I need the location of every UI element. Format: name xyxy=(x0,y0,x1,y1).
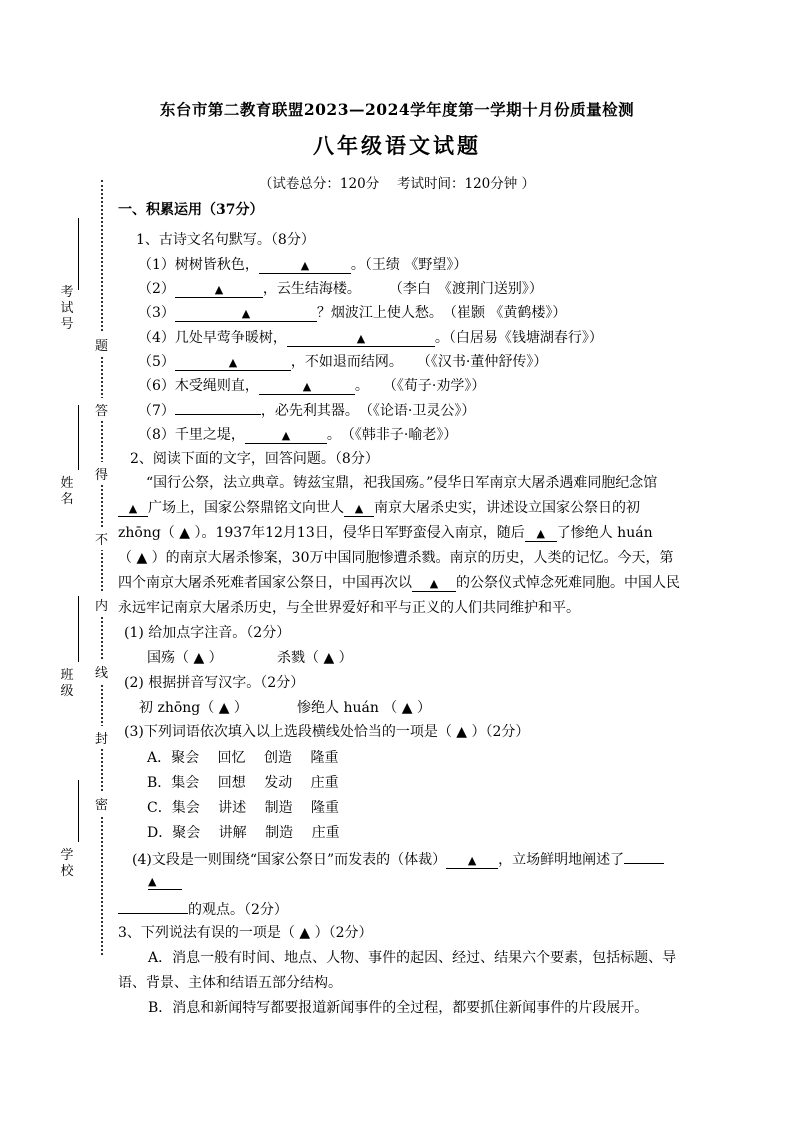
q1-item-7-pre: （7） xyxy=(138,403,175,419)
q1-item-7-post: ，必先利其器。 （《论语·卫灵公》） xyxy=(260,403,476,419)
answer-mark: ▲ xyxy=(302,380,312,393)
binding-char-8: 密 xyxy=(95,792,108,815)
q1-item-1 xyxy=(138,254,467,274)
q2-sub2: (2) 根据拼音写汉字。（2分） xyxy=(124,675,305,691)
q2-passage-text-5a: 四个南京大屠杀死难者国家公祭日，中国再次以 xyxy=(118,575,412,591)
answer-mark: ▲ xyxy=(429,577,439,590)
answer-mark: ▲ xyxy=(128,502,138,515)
q1-item-8-post: 。 （《韩非子·喻老》） xyxy=(326,427,458,443)
q1-item-8-blank[interactable] xyxy=(245,428,327,444)
q3-stem: 3、下列说法有误的一项是（ ▲ ）（2分） xyxy=(118,925,373,941)
answer-mark: ▲ xyxy=(300,259,310,272)
binding-char-3: 得 xyxy=(95,462,108,485)
q1-item-3-post: ？烟波江上使人愁。 （崔颢 《黄鹤楼》） xyxy=(316,305,567,321)
q2-passage-text-3b: 了惨绝人 huán xyxy=(556,525,653,541)
q2-sub4-line-2 xyxy=(148,873,182,890)
q2-passage-line-4: （ ▲ ）的南京大屠杀惨案，30万中国同胞惨遭杀戮。南京的历史，人类的记忆。今天，第 xyxy=(118,550,674,566)
q2-sub2-item-2: 惨绝人 huán （ ▲ ） xyxy=(297,700,431,716)
q3-option-a-line-1: A．消息一般有时间、地点、人物、事件的起因、经过、结果六个要素，包括标题、导 xyxy=(148,950,677,966)
q2-stem: 2、阅读下面的文字，回答问题。（8分） xyxy=(130,451,379,467)
binding-char-4: 不 xyxy=(95,527,108,550)
name-line xyxy=(78,405,79,470)
q2-passage-line-6: 永远牢记南京大屠杀历史，与全世界爱好和平与正义的人们共同维护和平。 xyxy=(118,600,580,616)
q2-sub3: (3)下列词语依次填入以上选段横线处恰当的一项是（ ▲ ）（2分） xyxy=(124,724,530,740)
q2-sub4-blank-2c[interactable] xyxy=(118,898,188,914)
class-label: 班级 xyxy=(60,668,74,699)
q1-item-8 xyxy=(138,424,457,444)
answer-mark: ▲ xyxy=(354,502,364,515)
q1-item-5-blank[interactable] xyxy=(175,355,291,371)
q2-blank-4[interactable] xyxy=(412,576,456,592)
answer-mark: ▲ xyxy=(467,854,477,867)
q3-option-a-line-2: 语、背景、主体和结语五部分结构。 xyxy=(118,975,342,991)
answer-mark: ▲ xyxy=(228,356,238,369)
answer-mark: ▲ xyxy=(356,332,366,345)
q2-sub4-blank-2b[interactable] xyxy=(148,874,182,890)
q2-passage-text-5b: 的公祭仪式悼念死难同胞。中国人民 xyxy=(456,575,680,591)
q2-passage-text-3a: zhōng（ ▲ ）。1937年12月13日，侵华日军野蛮侵入南京，随后 xyxy=(118,525,525,541)
q1-item-5-post: ，不如退而结网。 （《汉书·董仲舒传》） xyxy=(290,354,548,370)
q2-blank-3[interactable] xyxy=(525,526,557,542)
exam-number-line xyxy=(78,218,79,290)
q1-item-1-post: 。（王绩 《野望》） xyxy=(350,257,468,273)
q2-passage-text-2a: 广场上，国家公祭鼎铭文向世人 xyxy=(148,500,344,516)
answer-mark: ▲ xyxy=(536,527,545,540)
q2-sub4-line-1 xyxy=(132,848,664,869)
answer-mark: ▲ xyxy=(281,429,291,442)
q1-item-3-blank[interactable] xyxy=(175,306,317,322)
q2-sub2-item-1: 初 zhōng（ ▲ ） xyxy=(139,700,248,716)
q2-sub1-item-1: 国殇（ ▲ ） xyxy=(147,650,223,666)
name-label: 姓名 xyxy=(60,476,74,507)
q2-sub1-item-2: 杀戮（ ▲ ） xyxy=(277,650,353,666)
q1-stem: 1、古诗文名句默写。（8分） xyxy=(136,232,315,248)
answer-mark: ▲ xyxy=(241,307,251,320)
binding-char-5: 内 xyxy=(95,593,108,616)
q1-item-2 xyxy=(138,278,543,298)
exam-info: （试卷总分：120分 考试时间：120分钟 ） xyxy=(258,176,536,192)
exam-number-label: 考试号 xyxy=(60,285,74,332)
answer-mark: ▲ xyxy=(214,283,224,296)
q2-sub4-line-3 xyxy=(118,898,288,919)
q1-item-3 xyxy=(138,302,566,322)
q1-item-5 xyxy=(138,351,547,371)
q1-item-2-post: ，云生结海楼。 （李白 《渡荆门送别》） xyxy=(262,281,543,297)
q2-sub1: (1) 给加点字注音。（2分） xyxy=(124,625,291,641)
q2-sub4-text-b: ，立场鲜明地阐述了 xyxy=(498,852,625,868)
q1-item-8-pre: （8）千里之堤， xyxy=(138,427,245,443)
binding-char-2: 答 xyxy=(95,398,108,421)
q1-item-2-blank[interactable] xyxy=(175,282,263,298)
exam-title: 东台市第二教育联盟2023—2024学年度第一学期十月份质量检测 xyxy=(159,100,635,119)
q1-item-4-blank[interactable] xyxy=(287,331,435,347)
section-1-title: 一、积累运用（37分） xyxy=(118,202,264,218)
q2-passage-line-2 xyxy=(118,497,640,517)
q2-blank-1[interactable] xyxy=(118,501,148,517)
q2-option-c: C．集会 讲述 制造 隆重 xyxy=(147,800,340,816)
binding-char-6: 线 xyxy=(95,660,108,683)
binding-char-1: 题 xyxy=(95,333,108,356)
q1-item-6 xyxy=(138,375,485,395)
q2-passage-line-1: “国行公祭，法立典章。铸兹宝鼎，祀我国殇。”侵华日军南京大屠杀遇难同胞纪念馆 xyxy=(146,475,658,491)
q2-option-d: D．聚会 讲解 制造 庄重 xyxy=(147,825,340,841)
q1-item-3-pre: （3） xyxy=(138,305,175,321)
q1-item-4-pre: （4）几处早莺争暖树， xyxy=(138,330,287,346)
q2-sub4-blank-1[interactable] xyxy=(446,853,498,869)
q2-option-b: B．集会 回想 发动 庄重 xyxy=(147,775,339,791)
q1-item-5-pre: （5） xyxy=(138,354,175,370)
q1-item-2-pre: （2） xyxy=(138,281,175,297)
q3-option-b: B．消息和新闻特写都要报道新闻事件的全过程，都要抓住新闻事件的片段展开。 xyxy=(148,1000,649,1016)
q2-blank-2[interactable] xyxy=(344,501,374,517)
q1-item-6-pre: （6）木受绳则直， xyxy=(138,378,259,394)
school-line xyxy=(78,780,79,842)
q1-item-1-blank[interactable] xyxy=(259,258,351,274)
q1-item-4 xyxy=(138,327,603,347)
q1-item-7 xyxy=(138,399,475,420)
q1-item-6-post: 。 （《荀子·劝学》） xyxy=(354,378,486,394)
q2-sub4-blank-2a[interactable] xyxy=(624,848,664,864)
q2-passage-text-2b: 南京大屠杀史实，讲述设立国家公祭日的初 xyxy=(374,500,640,516)
class-line xyxy=(78,596,79,662)
answer-mark: ▲ xyxy=(148,875,157,888)
binding-char-7: 封 xyxy=(95,726,108,749)
q1-item-1-pre: （1）树树皆秋色， xyxy=(138,257,259,273)
q2-option-a: A．聚会 回忆 创造 隆重 xyxy=(147,750,339,766)
paper-title: 八年级语文试题 xyxy=(313,133,481,158)
q2-passage-line-5 xyxy=(118,572,680,592)
binding-dotted-line xyxy=(101,180,103,955)
q2-passage-line-3 xyxy=(118,522,653,542)
q1-item-6-blank[interactable] xyxy=(259,379,355,395)
q1-item-4-post: 。（白居易《钱塘湖春行》） xyxy=(434,330,603,346)
q2-sub4-text-c: 的观点。（2分） xyxy=(188,902,288,918)
school-label: 学校 xyxy=(60,848,74,879)
q2-sub4-text-a: (4)文段是一则围绕“国家公祭日”而发表的（体裁） xyxy=(132,852,447,868)
q1-item-7-blank[interactable] xyxy=(175,399,261,415)
